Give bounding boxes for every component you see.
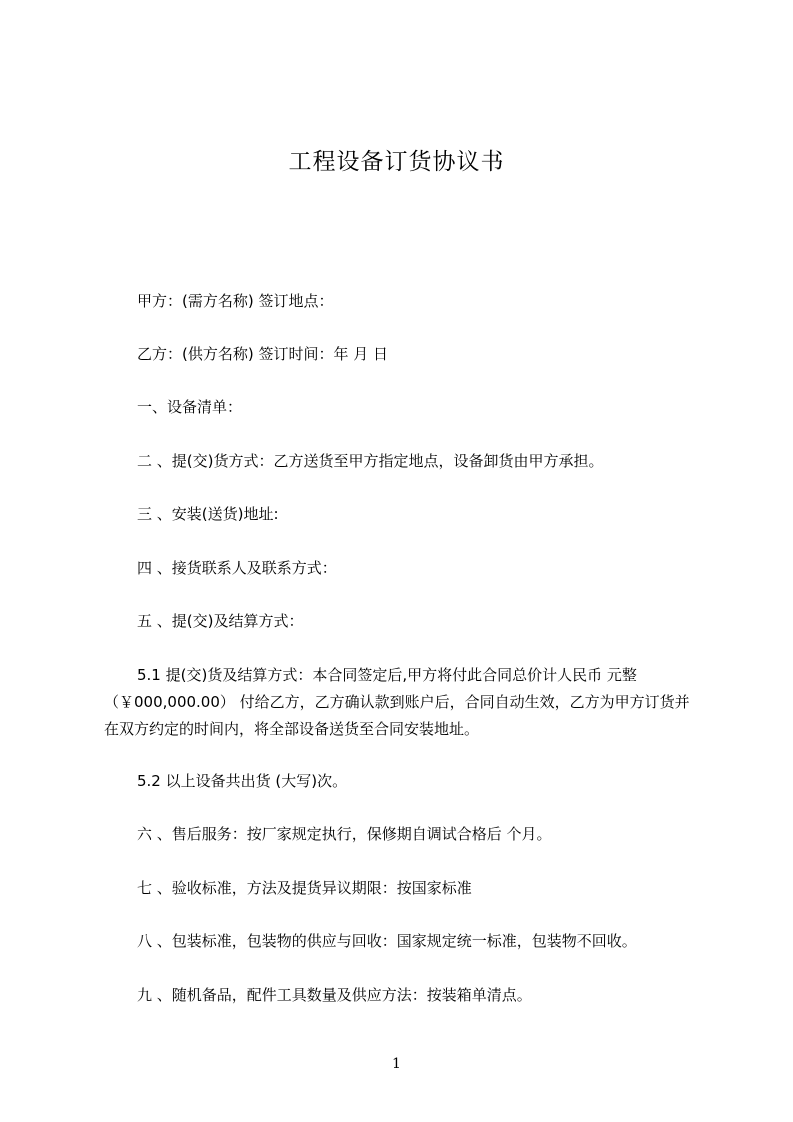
section-5-2-shipments: 5.2 以上设备共出货 (大写)次。 <box>137 772 348 790</box>
section-5-settlement: 五 、提(交)及结算方式： <box>137 612 304 630</box>
section-6-after-sales: 六 、售后服务：按厂家规定执行，保修期自调试合格后 个月。 <box>137 825 552 843</box>
section-7-acceptance: 七 、验收标准，方法及提货异议期限：按国家标准 <box>137 879 472 897</box>
party-b-line: 乙方：(供方名称) 签订时间：年 月 日 <box>137 345 389 363</box>
section-4-contact: 四 、接货联系人及联系方式： <box>137 559 337 577</box>
section-3-install-address: 三 、安装(送货)地址: <box>137 505 279 523</box>
section-2-delivery-method: 二 、提(交)货方式：乙方送货至甲方指定地点，设备卸货由甲方承担。 <box>137 452 604 470</box>
section-5-1-settlement-detail: 5.1 提(交)货及结算方式：本合同签定后,甲方将付此合同总价计人民币 元整（￥000,000.00） 付给乙方，乙方确认款到账户后，合同自动生效，乙方为甲方订货并在双方约定的时间内，将全部设备送货至合同安装地址。 <box>104 666 690 738</box>
section-9-spare-parts: 九 、随机备品，配件工具数量及供应方法：按装箱单清点。 <box>137 986 532 1004</box>
section-8-packaging: 八 、包装标准，包装物的供应与回收：国家规定统一标准，包装物不回收。 <box>137 932 637 950</box>
section-1-equipment-list: 一、设备清单： <box>137 398 243 416</box>
party-a-line: 甲方：(需方名称) 签订地点： <box>137 292 334 310</box>
page-number: 1 <box>392 1056 401 1072</box>
document-title: 工程设备订货协议书 <box>288 149 505 175</box>
